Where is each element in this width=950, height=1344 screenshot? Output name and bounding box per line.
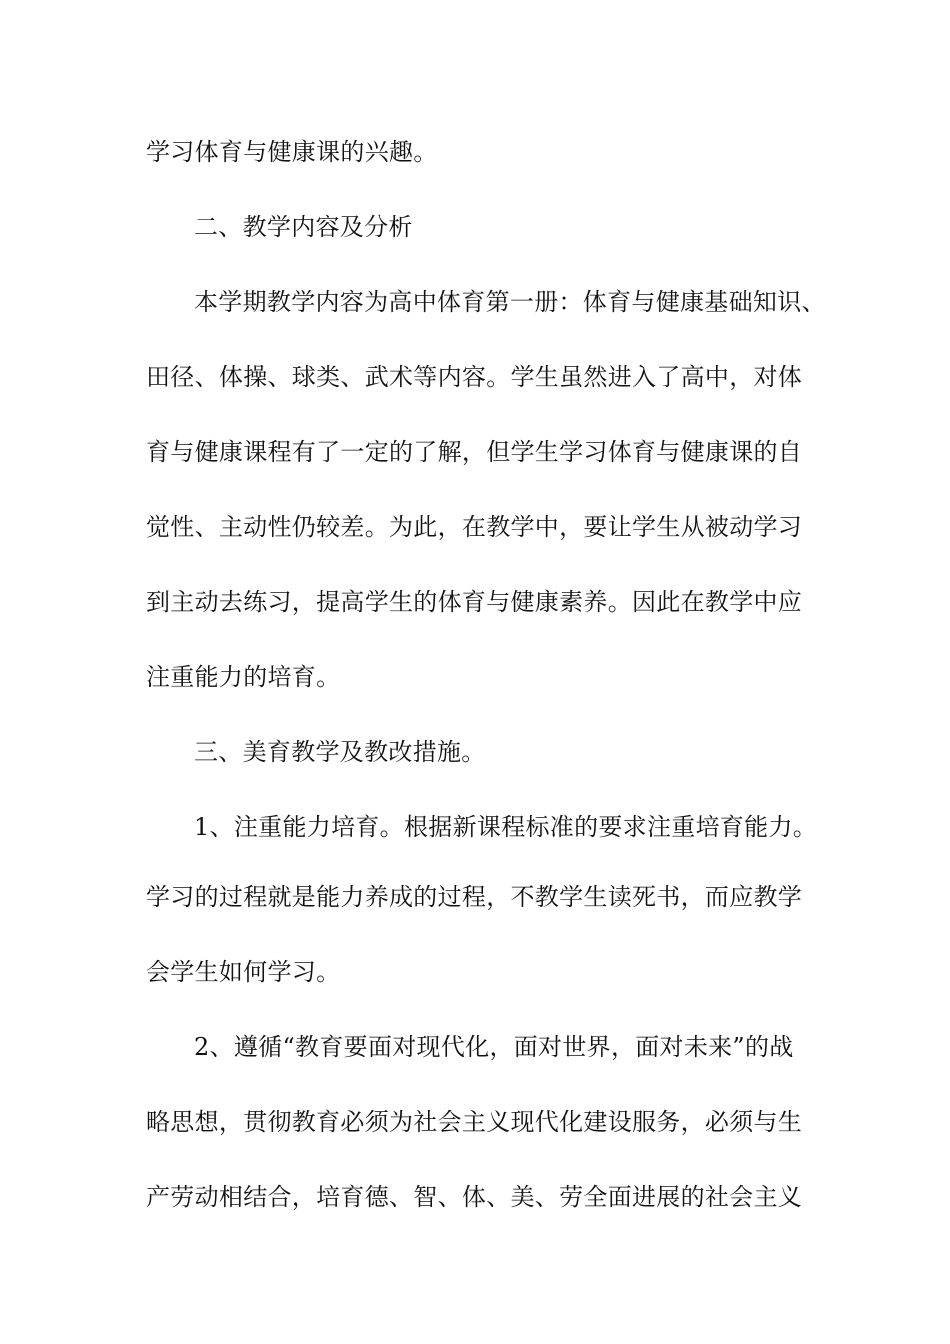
section-heading: 三、美育教学及教改措施。 <box>194 738 486 766</box>
text-line: 育与健康课程有了一定的了解，但学生学习体育与健康课的自 <box>146 438 803 466</box>
text-line: 觉性、主动性仍较差。为此，在教学中，要让学生从被动学习 <box>146 513 803 541</box>
text-line: 学习体育与健康课的兴趣。 <box>146 138 438 166</box>
text-line: 田径、体操、球类、武术等内容。学生虽然进入了高中，对体 <box>146 363 803 391</box>
section-heading: 二、教学内容及分析 <box>194 213 413 241</box>
text-line: 1、注重能力培育。根据新课程标准的要求注重培育能力。 <box>194 813 818 841</box>
text-line: 产劳动相结合，培育德、智、体、美、劳全面进展的社会主义 <box>146 1183 803 1211</box>
text-line: 会学生如何学习。 <box>146 958 341 986</box>
text-line: 到主动去练习，提高学生的体育与健康素养。因此在教学中应 <box>146 588 803 616</box>
text-line: 2、遵循“教育要面对现代化，面对世界，面对未来”的战 <box>194 1033 794 1061</box>
text-line: 本学期教学内容为高中体育第一册：体育与健康基础知识、 <box>194 288 826 316</box>
text-line: 注重能力的培育。 <box>146 663 341 691</box>
text-line: 学习的过程就是能力养成的过程，不教学生读死书，而应教学 <box>146 883 803 911</box>
text-line: 略思想，贯彻教育必须为社会主义现代化建设服务，必须与生 <box>146 1108 803 1136</box>
